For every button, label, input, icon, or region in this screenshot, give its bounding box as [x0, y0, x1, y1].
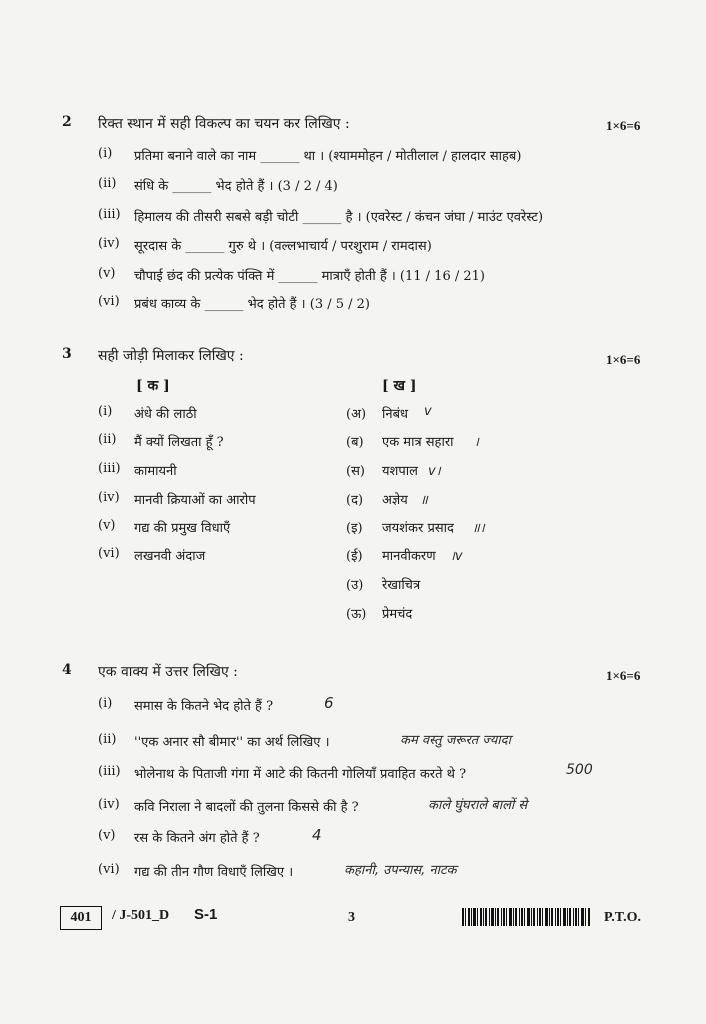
question-number: 3 — [62, 346, 72, 362]
paper-series: / J-501_D — [112, 908, 170, 923]
item-text: कवि निराला ने बादलों की तुलना किससे की है ? — [134, 800, 359, 815]
question-marks: 1×6=6 — [606, 118, 641, 133]
handwritten-mark: ॥। — [472, 521, 485, 536]
column-b-item: प्रेमचंद — [382, 607, 413, 622]
item-letter: (उ) — [346, 578, 364, 593]
column-b-item: अज्ञेय — [382, 493, 408, 508]
question-title: रिक्त स्थान में सही विकल्प का चयन कर लिखिए : — [98, 116, 350, 132]
column-b-heading: [ ख ] — [382, 378, 417, 394]
handwritten-answer: काले घुंघराले बालों से — [428, 798, 528, 813]
item-text: प्रतिमा बनाने वाले का नाम ______ था । (श्याममोहन / मोतीलाल / हालदार साहब) — [134, 149, 522, 164]
item-text: सूरदास के ______ गुरु थे । (वल्लभाचार्य / परशुराम / रामदास) — [134, 239, 432, 254]
item-letter: (ब) — [346, 435, 364, 450]
column-a-item: लखनवी अंदाज — [134, 549, 206, 564]
item-letter: (स) — [346, 464, 365, 479]
item-text: प्रबंध काव्य के ______ भेद होते हैं । (3 / 5 / 2) — [134, 297, 370, 312]
item-text: गद्य की तीन गौण विधाएँ लिखिए । — [134, 865, 294, 880]
item-text: भोलेनाथ के पिताजी गंगा में आटे की कितनी गोलियाँ प्रवाहित करते थे ? — [134, 767, 467, 782]
item-letter: (ऊ) — [346, 607, 367, 622]
item-number: (ii) — [98, 176, 117, 191]
item-number: (iv) — [98, 797, 120, 812]
column-b-item: जयशंकर प्रसाद — [382, 521, 454, 536]
item-number: (i) — [98, 146, 113, 161]
handwritten-answer: 4 — [312, 826, 322, 844]
item-number: (ii) — [98, 732, 117, 747]
question-title: सही जोड़ी मिलाकर लिखिए : — [98, 348, 244, 364]
column-a-item: गद्य की प्रमुख विधाएँ — [134, 521, 231, 536]
barcode-image — [462, 908, 592, 926]
item-number: (iii) — [98, 461, 121, 476]
item-text: संधि के ______ भेद होते हैं । (3 / 2 / 4) — [134, 179, 338, 194]
column-a-heading: [ क ] — [136, 378, 170, 394]
item-number: (iv) — [98, 236, 120, 251]
handwritten-answer: कम वस्तु जरूरत ज्यादा — [400, 733, 511, 748]
item-number: (v) — [98, 266, 116, 281]
handwritten-answer: 6 — [324, 694, 334, 712]
column-a-item: मैं क्यों लिखता हूँ ? — [134, 435, 224, 450]
handwritten-answer: कहानी, उपन्यास, नाटक — [344, 863, 457, 878]
column-a-item: कामायनी — [134, 464, 177, 479]
column-a-item: अंधे की लाठी — [134, 407, 197, 422]
column-b-item: रेखाचित्र — [382, 578, 421, 593]
column-b-item: यशपाल — [382, 464, 418, 479]
question-marks: 1×6=6 — [606, 668, 641, 683]
column-b-item: निबंध — [382, 407, 409, 422]
handwritten-mark: ॥ — [420, 493, 428, 508]
item-number: (iii) — [98, 764, 121, 779]
item-text: रस के कितने अंग होते हैं ? — [134, 831, 260, 846]
column-a-item: मानवी क्रियाओं का आरोप — [134, 493, 256, 508]
handwritten-answer: 500 — [566, 762, 593, 778]
question-marks: 1×6=6 — [606, 352, 641, 367]
item-number: (i) — [98, 404, 113, 419]
item-number: (i) — [98, 696, 113, 711]
item-number: (vi) — [98, 546, 120, 561]
item-letter: (अ) — [346, 407, 367, 422]
item-number: (v) — [98, 828, 116, 843]
question-title: एक वाक्य में उत्तर लिखिए : — [98, 664, 238, 680]
item-letter: (इ) — [346, 521, 363, 536]
item-text: ''एक अनार सौ बीमार'' का अर्थ लिखिए । — [134, 735, 330, 750]
handwritten-mark: v — [424, 404, 432, 419]
handwritten-mark: । — [474, 435, 479, 450]
paper-code-box: 401 — [60, 906, 102, 930]
handwritten-mark: v। — [428, 464, 441, 479]
column-b-item: मानवीकरण — [382, 549, 436, 564]
column-b-item: एक मात्र सहारा — [382, 435, 454, 450]
item-number: (ii) — [98, 432, 117, 447]
handwritten-mark: ।v — [450, 549, 463, 564]
item-number: (vi) — [98, 862, 120, 877]
question-number: 2 — [62, 114, 72, 130]
item-text: समास के कितने भेद होते हैं ? — [134, 699, 274, 714]
item-text: हिमालय की तीसरी सबसे बड़ी चोटी ______ है । (एवरेस्ट / कंचन जंघा / माउंट एवरेस्ट) — [134, 210, 544, 225]
item-letter: (द) — [346, 493, 364, 508]
question-number: 4 — [62, 662, 72, 678]
page-number: 3 — [348, 910, 355, 925]
item-number: (v) — [98, 518, 116, 533]
item-number: (iii) — [98, 207, 121, 222]
paper-set: S-1 — [194, 906, 218, 923]
item-number: (iv) — [98, 490, 120, 505]
item-number: (vi) — [98, 294, 120, 309]
item-text: चौपाई छंद की प्रत्येक पंक्ति में ______ मात्राएँ होती हैं । (11 / 16 / 21) — [134, 269, 485, 284]
item-letter: (ई) — [346, 549, 363, 564]
pto-label: P.T.O. — [604, 910, 641, 925]
